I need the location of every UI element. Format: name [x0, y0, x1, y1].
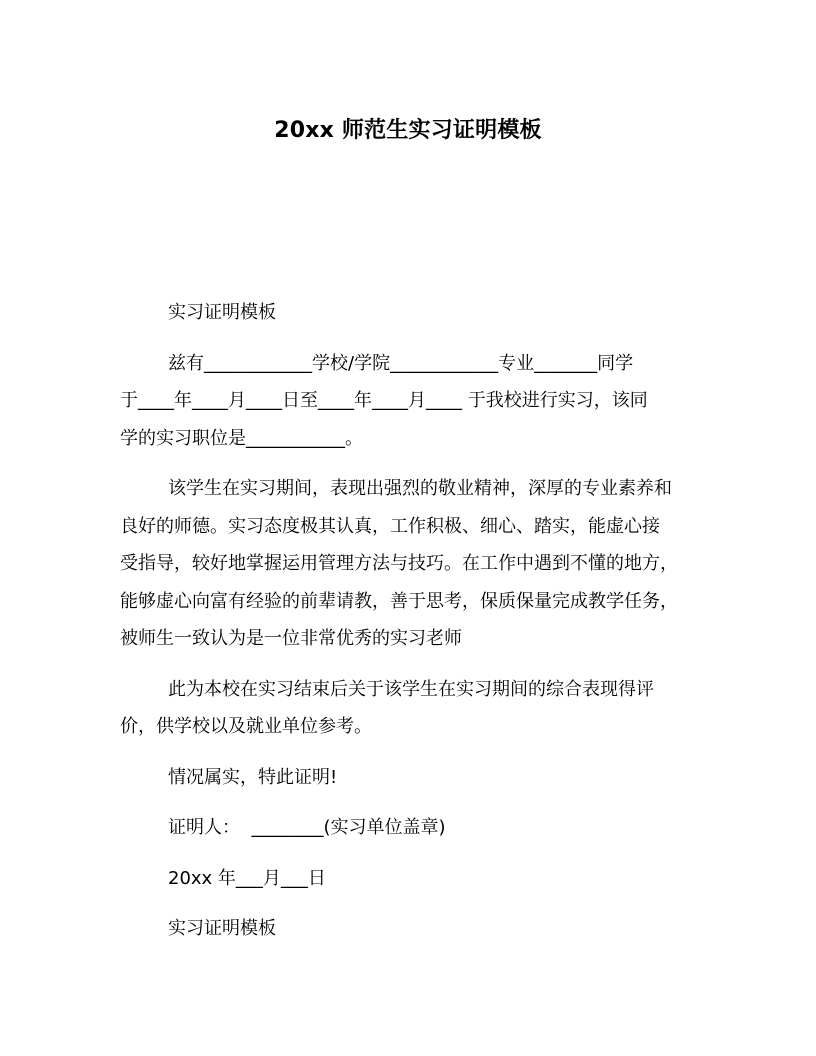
- document-body: [120, 294, 698, 961]
- paragraph-line: 证明人： ________(实习单位盖章): [168, 817, 446, 838]
- paragraph-line: 该学生在实习期间，表现出强烈的敬业精神，深厚的专业素养和: [168, 478, 672, 499]
- paragraph-line: 于____年____月____日至____年____月____ 于我校进行实习，该同: [120, 390, 648, 411]
- paragraph-line: 被师生一致认为是一位非常优秀的实习老师: [120, 628, 462, 649]
- paragraph-line: 受指导，较好地掌握运用管理方法与技巧。在工作中遇到不懂的地方，: [120, 553, 678, 574]
- paragraph-line: 价，供学校以及就业单位参考。: [120, 716, 372, 737]
- paragraph-line: 能够虚心向富有经验的前辈请教，善于思考，保质保量完成教学任务，: [120, 590, 678, 612]
- paragraph-date: [120, 860, 698, 898]
- paragraph-purpose: [120, 671, 698, 746]
- paragraph-certifier: [120, 809, 698, 847]
- paragraph-line: 此为本校在实习结束后关于该学生在实习期间的综合表现得评: [168, 678, 654, 700]
- paragraph-confirmation: [120, 759, 698, 797]
- paragraph-line: 实习证明模板: [168, 302, 276, 323]
- paragraph-intro: [120, 345, 698, 458]
- paragraph-line: 实习证明模板: [168, 918, 276, 939]
- paragraph-line: 学的实习职位是___________。: [120, 427, 363, 449]
- paragraph-line: 良好的师德。实习态度极其认真，工作积极、细心、踏实，能虚心接: [120, 515, 660, 537]
- paragraph-line: 20xx 年___月___日: [168, 867, 326, 889]
- paragraph-footer-heading: [120, 910, 698, 948]
- paragraph-line: 兹有____________学校/学院____________专业_______同学: [168, 352, 634, 374]
- paragraph-heading: [120, 294, 698, 332]
- document-title: 20xx 师范生实习证明模板: [274, 118, 542, 143]
- paragraph-evaluation: [120, 470, 698, 658]
- paragraph-line: 情况属实，特此证明!: [168, 766, 338, 788]
